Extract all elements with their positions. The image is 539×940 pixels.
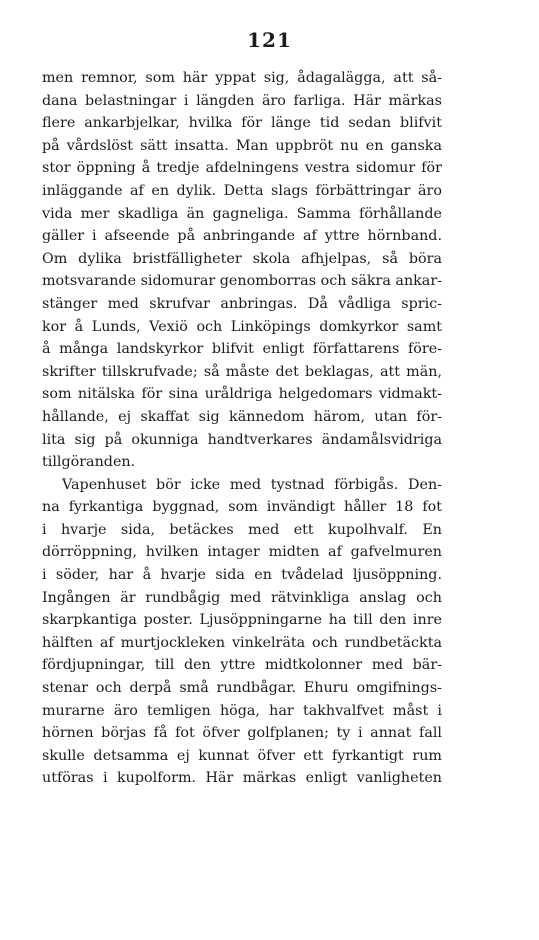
text-line: Om dylika bristfälligheter skola afhjelpas, så böra xyxy=(42,250,442,267)
text-line: fördjupningar, till den yttre midtkolonner med bär- xyxy=(42,657,442,674)
text-line: motsvarande sidomurar genomborras och säkra ankar- xyxy=(42,273,442,290)
text-line: na fyrkantiga byggnad, som invändigt håller 18 fot xyxy=(42,499,442,516)
text-line: lita sig på okunniga handtverkares ändamålsvidriga xyxy=(42,431,442,448)
text-line: skrifter tillskrufvade; så måste det beklagas, att män, xyxy=(42,363,442,380)
text-line: flere ankarbjelkar, hvilka för länge tid sedan blifvit xyxy=(42,115,442,132)
text-line: i hvarje sida, betäckes med ett kupolhvalf. En xyxy=(42,521,442,538)
text-line: men remnor, som här yppat sig, ådagalägga, att så- xyxy=(42,70,442,86)
text-line: Vapenhuset bör icke med tystnad förbigås. Den- xyxy=(62,476,442,493)
text-line: på vårdslöst sätt insatta. Man uppbröt nu en ganska xyxy=(42,137,442,154)
text-line: stenar och derpå små rundbågar. Ehuru omgifnings- xyxy=(42,680,442,697)
text-line: dörröppning, hvilken intager midten af gafvelmuren xyxy=(42,544,442,561)
text-line: i söder, har å hvarje sida en tvådelad ljusöppning. xyxy=(42,567,442,584)
text-line: murarne äro temligen höga, har takhvalfvet måst i xyxy=(42,702,442,719)
text-line: stänger med skrufvar anbringas. Då vådliga spric- xyxy=(42,295,442,312)
paragraph-2 xyxy=(42,474,442,790)
text-line: gäller i afseende på anbringande af yttre hörnband. xyxy=(42,228,442,245)
text-line: Ingången är rundbågig med rätvinkliga anslag och xyxy=(42,589,442,606)
page-number: 121 xyxy=(247,28,292,52)
text-line: vida mer skadliga än gagneliga. Samma förhållande xyxy=(42,205,442,222)
text-line: stor öppning å tredje afdelningens vestra sidomur för xyxy=(42,160,442,177)
text-line: hörnen börjas få fot öfver golfplanen; ty i annat fall xyxy=(42,725,442,742)
text-line: utföras i kupolform. Här märkas enligt vanligheten xyxy=(42,770,442,787)
text-line: dana belastningar i längden äro farliga. Här märkas xyxy=(42,92,442,109)
text-line: skulle detsamma ej kunnat öfver ett fyrkantigt rum xyxy=(42,747,442,764)
paragraph-1 xyxy=(42,67,442,474)
text-line: kor å Lunds, Vexiö och Linköpings domkyrkor samt xyxy=(42,318,442,335)
text-line: å många landskyrkor blifvit enligt författarens före- xyxy=(42,341,442,358)
text-line: som nitälska för sina uråldriga helgedomars vidmakt- xyxy=(42,386,442,403)
text-line: hållande, ej skaffat sig kännedom härom, utan för- xyxy=(42,408,442,425)
body-text xyxy=(42,67,442,790)
text-line: hälften af murtjockleken vinkelräta och rundbetäckta xyxy=(42,634,442,651)
text-line: tillgöranden. xyxy=(42,454,136,471)
text-line: skarpkantiga poster. Ljusöppningarne ha till den inre xyxy=(42,612,442,629)
text-line: inläggande af en dylik. Detta slags förbättringar äro xyxy=(42,182,442,199)
